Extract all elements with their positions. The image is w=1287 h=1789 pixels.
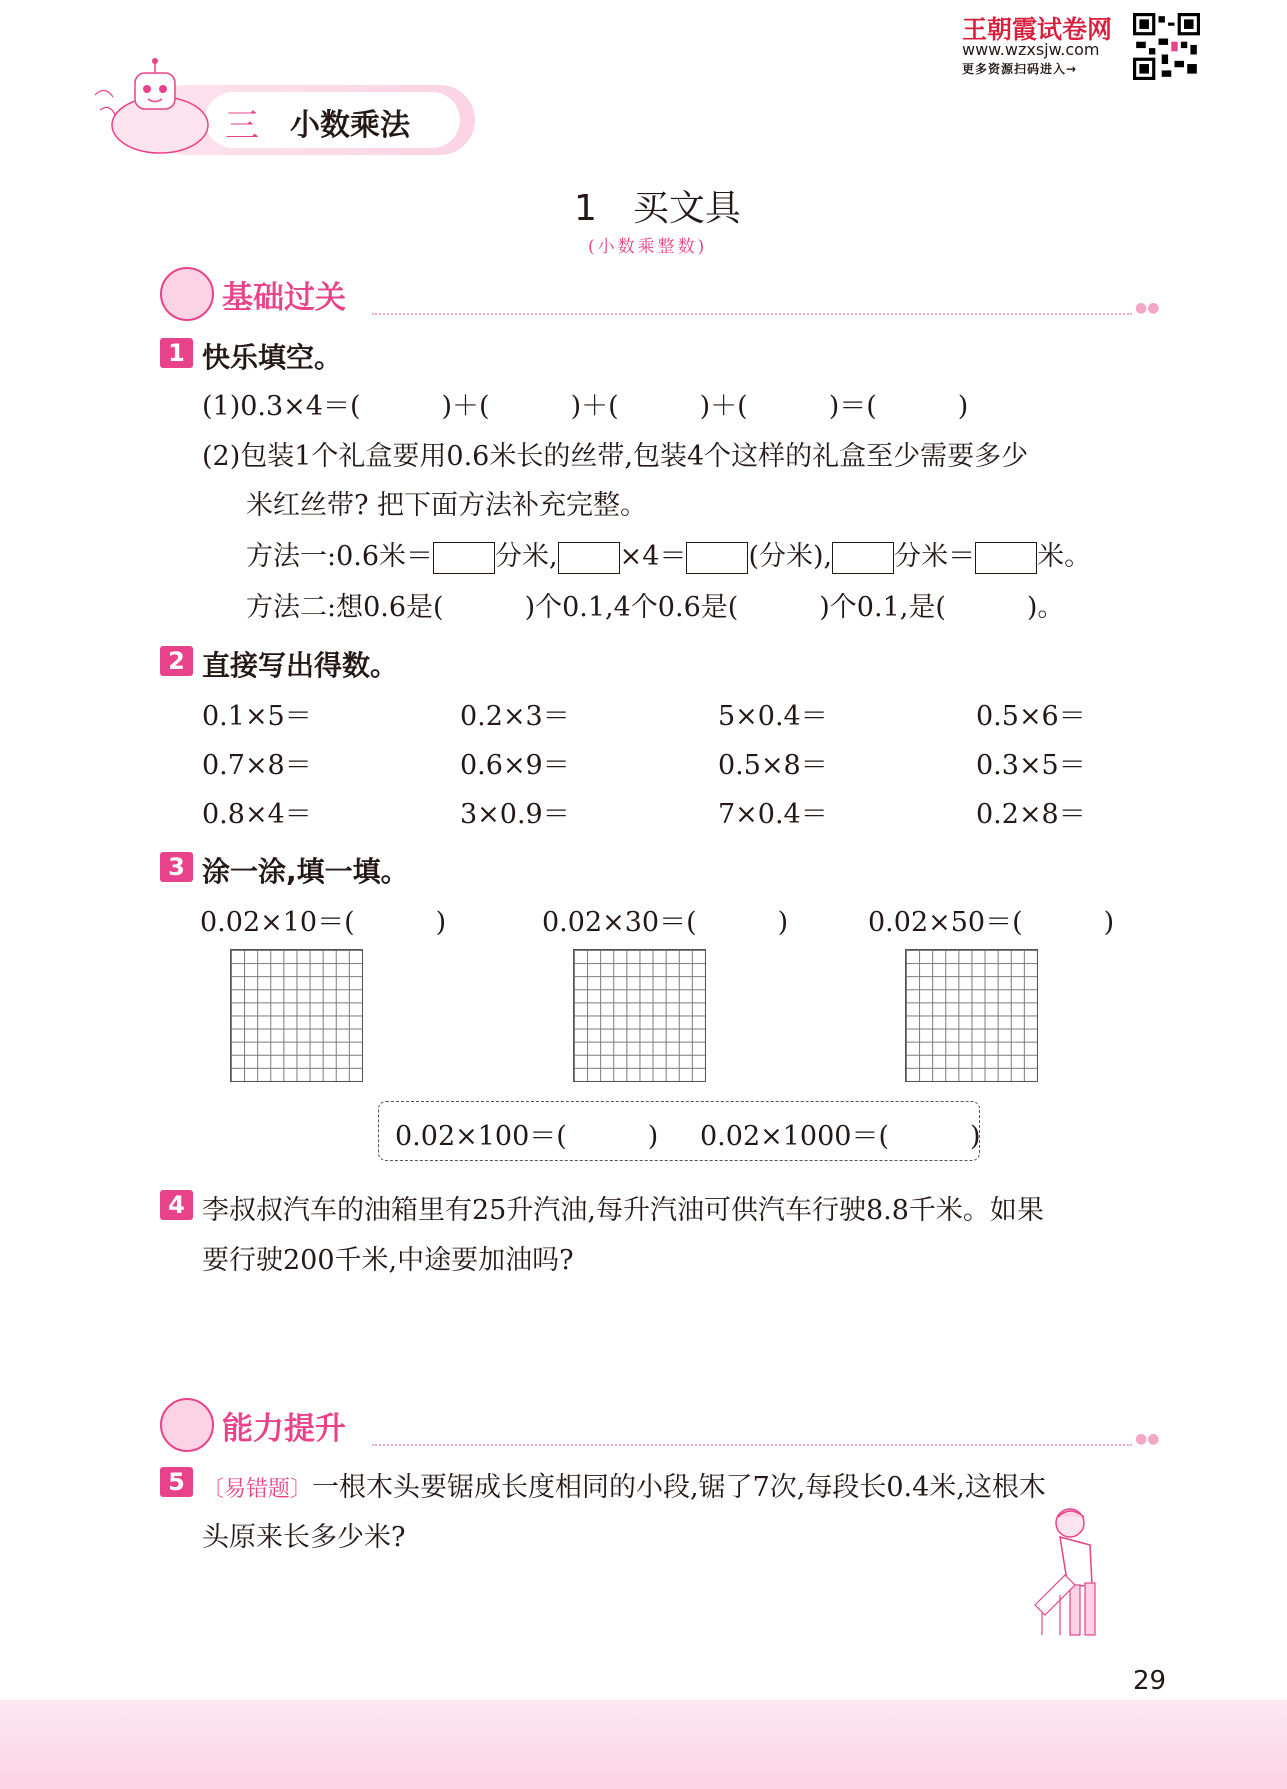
q5-text: 一根木头要锯成长度相同的小段,锯了7次,每段长0.4米,这根木 [312, 1472, 1046, 1503]
answer-box[interactable] [686, 542, 748, 574]
q2-item: 0.2×8＝ [976, 799, 1086, 830]
q2-item: 0.5×6＝ [976, 701, 1086, 732]
question-number: 3 [160, 852, 193, 882]
method1-text: ×4＝ [619, 541, 687, 572]
question-title: 涂一涂,填一填。 [202, 855, 409, 888]
q1-method1 [246, 534, 1091, 574]
error-prone-tag: 〔易错题〕 [202, 1477, 313, 1502]
lesson-title: 1 买文具 [574, 188, 741, 229]
q2-item: 5×0.4＝ [718, 701, 828, 732]
robot-mascot-icon [85, 55, 215, 160]
chapter-number: 三 [225, 106, 259, 146]
q2-item: 0.6×9＝ [460, 750, 570, 781]
q3-item: 0.02×30＝( ) [542, 907, 789, 938]
hundred-grid[interactable] [230, 949, 363, 1082]
q5-line1 [202, 1465, 1046, 1504]
section-title-basic: 基础过关 [222, 280, 346, 316]
method1-text: 米。 [1037, 541, 1092, 572]
question-number: 4 [160, 1190, 193, 1220]
hundred-grid[interactable] [905, 949, 1038, 1082]
q1-part2-line1: (2)包装1个礼盒要用0.6米长的丝带,包装4个这样的礼盒至少需要多少 [202, 441, 1029, 472]
section-divider [372, 1444, 1132, 1446]
watermark-subtitle: 更多资源扫码进入→ [962, 62, 1078, 76]
question-title: 直接写出得数。 [202, 649, 399, 682]
q1-part1: (1)0.3×4＝( )＋( )＋( )＋( )＝( ) [202, 391, 969, 422]
divider-dots-icon: ●● [1135, 1431, 1160, 1447]
divider-dots-icon: ●● [1135, 300, 1160, 316]
answer-box[interactable] [433, 542, 495, 574]
q5-line2: 头原来长多少米? [202, 1522, 406, 1553]
q2-item: 0.2×3＝ [460, 701, 570, 732]
q2-item: 0.5×8＝ [718, 750, 828, 781]
question-number: 5 [160, 1467, 193, 1497]
question-title: 快乐填空。 [202, 341, 343, 374]
girl-avatar-icon [160, 267, 214, 321]
q1-part2-line2: 米红丝带? 把下面方法补充完整。 [246, 490, 648, 521]
q3-box-item: 0.02×100＝( ) [395, 1121, 659, 1152]
hundred-grid[interactable] [573, 949, 706, 1082]
q2-item: 3×0.9＝ [460, 799, 570, 830]
qr-code-icon[interactable] [1133, 13, 1200, 80]
q2-item: 7×0.4＝ [718, 799, 828, 830]
q4-line2: 要行驶200千米,中途要加油吗? [202, 1245, 574, 1276]
section-divider [372, 313, 1132, 315]
lesson-subtitle: (小数乘整数) [588, 237, 708, 257]
girl-avatar-icon [160, 1398, 214, 1452]
q3-item: 0.02×10＝( ) [200, 907, 447, 938]
watermark-url: www.wzxsjw.com [962, 40, 1100, 59]
question-number: 1 [160, 338, 193, 368]
q3-box-item: 0.02×1000＝( ) [700, 1121, 981, 1152]
q1-method2: 方法二:想0.6是( )个0.1,4个0.6是( )个0.1,是( )。 [246, 592, 1065, 623]
q2-item: 0.3×5＝ [976, 750, 1086, 781]
q4-line1: 李叔叔汽车的油箱里有25升汽油,每升汽油可供汽车行驶8.8千米。如果 [202, 1195, 1044, 1226]
method1-text: 方法一:0.6米＝ [246, 541, 434, 572]
girl-sawing-wood-icon [1030, 1505, 1120, 1645]
q2-item: 0.1×5＝ [202, 701, 312, 732]
answer-box[interactable] [832, 542, 894, 574]
footer-band [0, 1700, 1287, 1789]
page-number: 29 [1133, 1666, 1167, 1696]
question-number: 2 [160, 646, 193, 676]
q3-item: 0.02×50＝( ) [868, 907, 1115, 938]
watermark-title: 王朝霞试卷网 [962, 15, 1113, 44]
answer-box[interactable] [558, 542, 620, 574]
answer-box[interactable] [975, 542, 1037, 574]
chapter-title: 小数乘法 [290, 108, 410, 143]
method1-text: 分米, [495, 541, 558, 572]
q2-item: 0.8×4＝ [202, 799, 312, 830]
method1-text: 分米＝ [894, 541, 976, 572]
q2-item: 0.7×8＝ [202, 750, 312, 781]
method1-text: (分米), [748, 541, 833, 572]
section-title-advanced: 能力提升 [222, 1411, 346, 1447]
